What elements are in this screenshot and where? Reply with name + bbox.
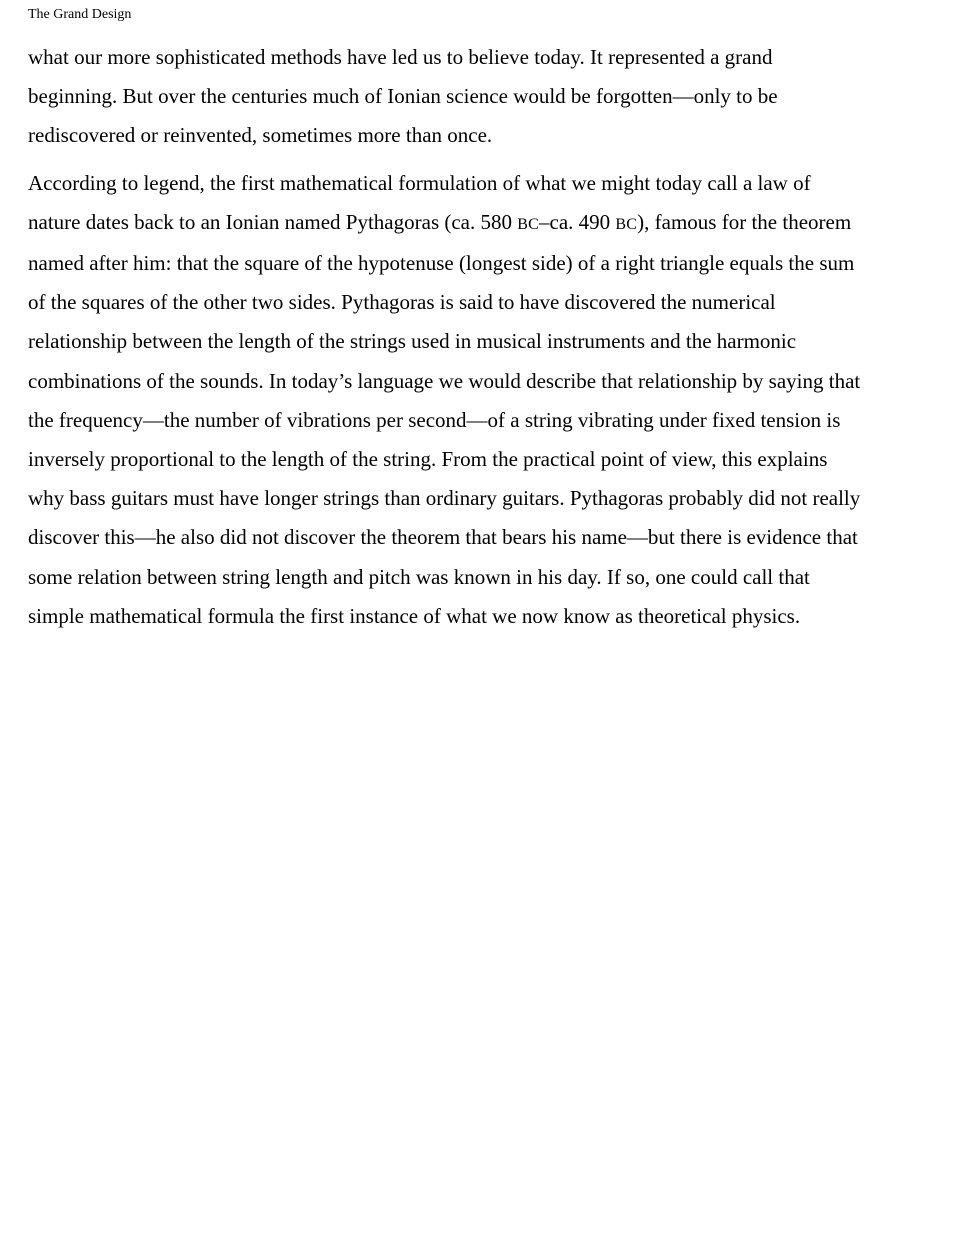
running-title: The Grand Design bbox=[28, 7, 132, 22]
paragraph-2-text-end: ), famous for the theorem named after him: that the square of the hypotenuse (longest side) of a right triangle equals the sum of the squares of the other two sides. Pythagoras is said to have discovered the numerical relationship between the length of the strings used in musical instruments and the harmonic combinations of the sounds. In today’s language we would describe that relationship by saying that the frequency—the number of vibrations per second—of a string vibrating under fixed tension is inversely proportional to the length of the string. From the practical point of view, this explains why bass guitars must have longer strings than ordinary guitars. Pythagoras probably did not really discover this—he also did not discover the theorem that bears his name—but there is evidence that some relation between string length and pitch was known in his day. If so, one could call that simple mathematical formula the first instance of what we now know as theoretical physics. bbox=[28, 209, 861, 628]
era-abbreviation: BC bbox=[517, 215, 539, 233]
book-page bbox=[28, 0, 958, 636]
paragraph-2-date-range: –ca. 490 bbox=[539, 209, 616, 234]
era-abbreviation: BC bbox=[615, 215, 638, 233]
paragraph-2 bbox=[28, 164, 958, 636]
paragraph-2-text-start: According to legend, the first mathematical formulation of what we might today call a law of nature dates back to an Ionian named Pythagoras (ca. 580 bbox=[28, 170, 811, 234]
page-content bbox=[28, 38, 958, 636]
paragraph-1: what our more sophisticated methods have led us to believe today. It represented a grand beginning. But over the centuries much of Ionian science would be forgotten—only to be rediscovered or reinvented, sometimes more than once. bbox=[28, 45, 778, 148]
